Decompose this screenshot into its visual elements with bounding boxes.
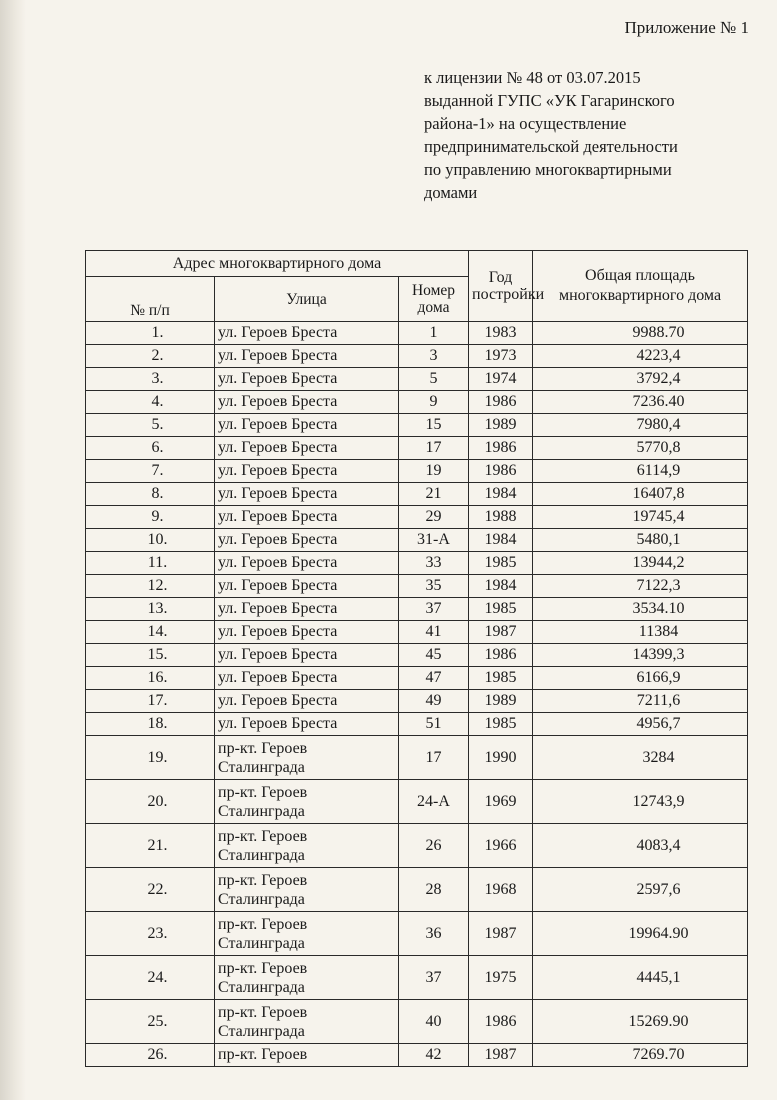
year-cell: 1983	[469, 322, 533, 345]
table-row	[86, 506, 748, 529]
year-cell: 1985	[469, 667, 533, 690]
num-cell: 15.	[86, 644, 215, 667]
year-cell: 1985	[469, 598, 533, 621]
area-cell: 12743,9	[533, 780, 748, 824]
street-cell: ул. Героев Бреста	[215, 713, 399, 736]
house-cell: 36	[399, 912, 469, 956]
table-body	[86, 322, 748, 1067]
street-cell: пр-кт. Героев	[215, 1044, 399, 1067]
house-cell: 17	[399, 736, 469, 780]
house-cell: 5	[399, 368, 469, 391]
area-cell: 14399,3	[533, 644, 748, 667]
street-cell: ул. Героев Бреста	[215, 368, 399, 391]
table-row	[86, 912, 748, 956]
area-cell: 19745,4	[533, 506, 748, 529]
num-cell: 24.	[86, 956, 215, 1000]
year-cell: 1985	[469, 713, 533, 736]
street-cell: пр-кт. Героев Сталинграда	[215, 780, 399, 824]
year-cell: 1989	[469, 690, 533, 713]
area-cell: 6166,9	[533, 667, 748, 690]
num-cell: 22.	[86, 868, 215, 912]
num-cell: 3.	[86, 368, 215, 391]
table-row	[86, 460, 748, 483]
binder-edge	[0, 0, 26, 1100]
table-row	[86, 391, 748, 414]
street-header: Улица	[215, 277, 399, 322]
house-cell: 9	[399, 391, 469, 414]
houses-table	[85, 250, 748, 1067]
year-cell: 1987	[469, 621, 533, 644]
num-cell: 16.	[86, 667, 215, 690]
license-line: по управлению многоквартирными	[424, 160, 672, 179]
house-cell: 1	[399, 322, 469, 345]
table-row	[86, 345, 748, 368]
year-cell: 1986	[469, 1000, 533, 1044]
street-cell: ул. Героев Бреста	[215, 552, 399, 575]
address-group-header: Адрес многоквартирного дома	[86, 251, 469, 277]
street-cell: ул. Героев Бреста	[215, 391, 399, 414]
num-cell: 6.	[86, 437, 215, 460]
house-cell: 15	[399, 414, 469, 437]
street-cell: пр-кт. Героев Сталинграда	[215, 956, 399, 1000]
area-cell: 4083,4	[533, 824, 748, 868]
street-cell: ул. Героев Бреста	[215, 483, 399, 506]
table-row	[86, 1044, 748, 1067]
table-row	[86, 690, 748, 713]
year-cell: 1968	[469, 868, 533, 912]
year-cell: 1986	[469, 437, 533, 460]
license-line: предпринимательской деятельности	[424, 137, 678, 156]
year-cell: 1984	[469, 575, 533, 598]
house-cell: 35	[399, 575, 469, 598]
street-cell: ул. Героев Бреста	[215, 667, 399, 690]
area-cell: 7122,3	[533, 575, 748, 598]
num-cell: 12.	[86, 575, 215, 598]
num-cell: 5.	[86, 414, 215, 437]
year-cell: 1973	[469, 345, 533, 368]
num-cell: 4.	[86, 391, 215, 414]
table-row	[86, 736, 748, 780]
area-cell: 3792,4	[533, 368, 748, 391]
area-header: Общая площадь многоквартирного дома	[533, 251, 748, 322]
license-line: района-1» на осуществление	[424, 114, 627, 133]
house-cell: 37	[399, 598, 469, 621]
license-line: к лицензии № 48 от 03.07.2015	[424, 68, 641, 87]
house-cell: 26	[399, 824, 469, 868]
table-row	[86, 667, 748, 690]
street-cell: ул. Героев Бреста	[215, 322, 399, 345]
area-cell: 6114,9	[533, 460, 748, 483]
year-cell: 1987	[469, 912, 533, 956]
house-header: Номер дома	[399, 277, 469, 322]
area-cell: 9988.70	[533, 322, 748, 345]
area-cell: 5770,8	[533, 437, 748, 460]
area-cell: 5480,1	[533, 529, 748, 552]
num-cell: 25.	[86, 1000, 215, 1044]
street-cell: пр-кт. Героев Сталинграда	[215, 912, 399, 956]
year-cell: 1988	[469, 506, 533, 529]
table-row	[86, 1000, 748, 1044]
street-cell: ул. Героев Бреста	[215, 437, 399, 460]
year-cell: 1966	[469, 824, 533, 868]
house-cell: 28	[399, 868, 469, 912]
house-cell: 42	[399, 1044, 469, 1067]
house-cell: 51	[399, 713, 469, 736]
area-cell: 16407,8	[533, 483, 748, 506]
street-cell: ул. Героев Бреста	[215, 621, 399, 644]
table-row	[86, 529, 748, 552]
house-cell: 37	[399, 956, 469, 1000]
street-cell: ул. Героев Бреста	[215, 345, 399, 368]
street-cell: пр-кт. Героев Сталинграда	[215, 868, 399, 912]
table-row	[86, 322, 748, 345]
num-cell: 1.	[86, 322, 215, 345]
area-cell: 15269.90	[533, 1000, 748, 1044]
year-cell: 1986	[469, 460, 533, 483]
license-line: выданной ГУПС «УК Гагаринского	[424, 91, 675, 110]
house-cell: 24-А	[399, 780, 469, 824]
num-cell: 8.	[86, 483, 215, 506]
street-cell: ул. Героев Бреста	[215, 506, 399, 529]
year-cell: 1990	[469, 736, 533, 780]
house-cell: 45	[399, 644, 469, 667]
house-cell: 31-А	[399, 529, 469, 552]
year-cell: 1986	[469, 644, 533, 667]
num-cell: 10.	[86, 529, 215, 552]
year-cell: 1984	[469, 529, 533, 552]
area-cell: 4956,7	[533, 713, 748, 736]
house-cell: 3	[399, 345, 469, 368]
house-cell: 21	[399, 483, 469, 506]
year-cell: 1985	[469, 552, 533, 575]
license-line: домами	[424, 183, 478, 202]
house-cell: 17	[399, 437, 469, 460]
street-cell: ул. Героев Бреста	[215, 598, 399, 621]
year-cell: 1987	[469, 1044, 533, 1067]
year-cell: 1969	[469, 780, 533, 824]
year-cell: 1984	[469, 483, 533, 506]
num-cell: 2.	[86, 345, 215, 368]
table-row	[86, 414, 748, 437]
area-cell: 7980,4	[533, 414, 748, 437]
num-cell: 21.	[86, 824, 215, 868]
table-row	[86, 824, 748, 868]
num-cell: 17.	[86, 690, 215, 713]
num-cell: 7.	[86, 460, 215, 483]
area-cell: 3534.10	[533, 598, 748, 621]
year-header: Год постройки	[469, 251, 533, 322]
area-cell: 2597,6	[533, 868, 748, 912]
appendix-title: Приложение № 1	[624, 18, 749, 37]
table-row	[86, 956, 748, 1000]
area-cell: 7211,6	[533, 690, 748, 713]
num-cell: 13.	[86, 598, 215, 621]
year-cell: 1986	[469, 391, 533, 414]
num-cell: 26.	[86, 1044, 215, 1067]
area-cell: 4223,4	[533, 345, 748, 368]
street-cell: пр-кт. Героев Сталинграда	[215, 736, 399, 780]
area-cell: 13944,2	[533, 552, 748, 575]
table-row	[86, 437, 748, 460]
table-row	[86, 575, 748, 598]
table-row	[86, 644, 748, 667]
table-row	[86, 598, 748, 621]
table-row	[86, 713, 748, 736]
street-cell: ул. Героев Бреста	[215, 690, 399, 713]
street-cell: ул. Героев Бреста	[215, 414, 399, 437]
table-row	[86, 868, 748, 912]
area-cell: 11384	[533, 621, 748, 644]
house-cell: 33	[399, 552, 469, 575]
table-row	[86, 621, 748, 644]
area-cell: 3284	[533, 736, 748, 780]
area-cell: 7269.70	[533, 1044, 748, 1067]
table-row	[86, 483, 748, 506]
street-cell: ул. Героев Бреста	[215, 529, 399, 552]
num-cell: 19.	[86, 736, 215, 780]
street-cell: ул. Героев Бреста	[215, 575, 399, 598]
house-cell: 41	[399, 621, 469, 644]
area-cell: 7236.40	[533, 391, 748, 414]
year-cell: 1974	[469, 368, 533, 391]
num-cell: 20.	[86, 780, 215, 824]
num-cell: 9.	[86, 506, 215, 529]
year-cell: 1975	[469, 956, 533, 1000]
house-cell: 40	[399, 1000, 469, 1044]
street-cell: пр-кт. Героев Сталинграда	[215, 824, 399, 868]
num-cell: 23.	[86, 912, 215, 956]
table-row	[86, 552, 748, 575]
num-cell: 14.	[86, 621, 215, 644]
license-reference	[424, 66, 754, 204]
area-cell: 4445,1	[533, 956, 748, 1000]
house-cell: 49	[399, 690, 469, 713]
num-cell: 18.	[86, 713, 215, 736]
street-cell: пр-кт. Героев Сталинграда	[215, 1000, 399, 1044]
area-cell: 19964.90	[533, 912, 748, 956]
house-cell: 29	[399, 506, 469, 529]
num-header: № п/п	[86, 277, 215, 322]
street-cell: ул. Героев Бреста	[215, 460, 399, 483]
table-row	[86, 368, 748, 391]
num-cell: 11.	[86, 552, 215, 575]
year-cell: 1989	[469, 414, 533, 437]
table-row	[86, 780, 748, 824]
house-cell: 19	[399, 460, 469, 483]
street-cell: ул. Героев Бреста	[215, 644, 399, 667]
house-cell: 47	[399, 667, 469, 690]
